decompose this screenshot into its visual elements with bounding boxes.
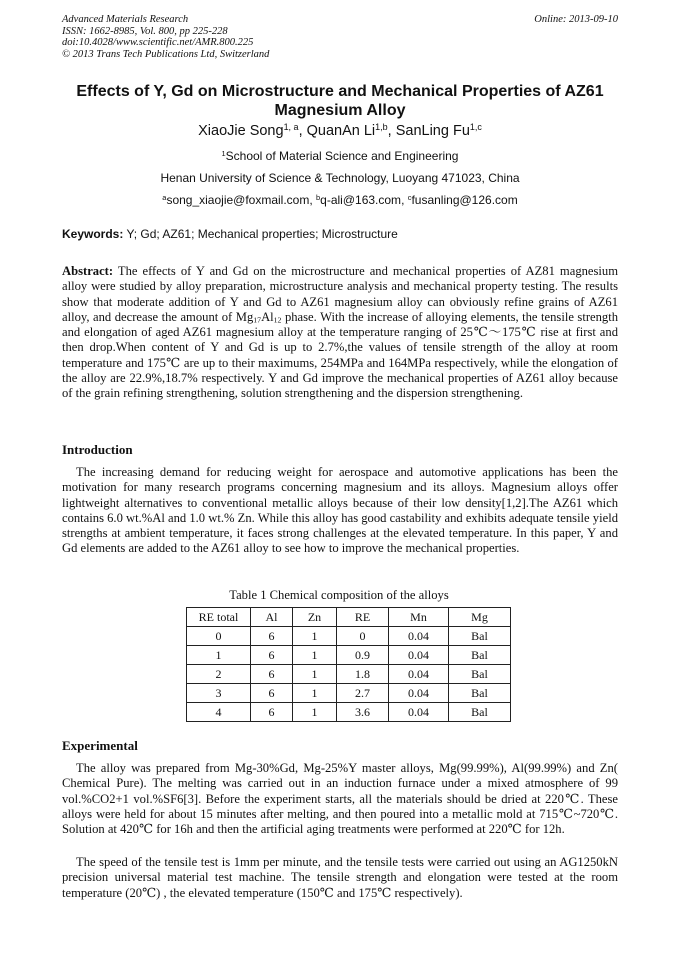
experimental-paragraph-1: The alloy was prepared from Mg-30%Gd, Mg-25%Y master alloys, Mg(99.99%), Al(99.99%) and Zn( Chemical Pure). The melting was carried out in an induction furnace under a mixed atmosphere of 99 vol.%CO2+1 vol.%SF6[3]. Before the experiment starts, all the materials should be dried at 220℃. These alloys were held for about 15 minutes after melting, and then poured into a metallic mold at 715℃~720℃. Solution at 420℃ for 16h and then the artificial aging treatments were performed at 220℃ for 12h. [62,761,618,837]
author-name: SanLing Fu [395,123,470,139]
table-cell: 6 [251,703,293,722]
table-header-cell: Mn [389,608,449,627]
table-header-cell: Al [251,608,293,627]
table-row [187,627,511,646]
table-cell: 1 [293,627,337,646]
title-line-1: Effects of Y, Gd on Microstructure and Mechanical Properties of AZ61 [76,83,604,100]
abstract-label: Abstract: [62,264,114,278]
table-cell: 0.9 [337,646,389,665]
keywords [62,227,618,241]
keywords-label: Keywords: [62,227,124,241]
running-header [62,14,618,60]
table-cell: 4 [187,703,251,722]
affiliation-line-2: Henan University of Science & Technology, Luoyang 471023, China [160,171,520,185]
table-cell: 0 [337,627,389,646]
table-cell: 1 [293,684,337,703]
table-row [187,684,511,703]
introduction-heading: Introduction [62,442,133,457]
table-cell: 2 [187,665,251,684]
online-date: Online: 2013-09-10 [534,14,618,25]
table-cell: 0.04 [389,627,449,646]
table-row [187,646,511,665]
formula-element: Al [261,309,274,324]
paper-title [60,82,620,120]
email-address: song_xiaojie@foxmail.com [166,193,310,207]
table-header-row [187,608,511,627]
table-caption: Table 1 Chemical composition of the alloys [229,588,449,602]
formula-sub: 12 [273,315,282,325]
table-cell: Bal [449,684,511,703]
email-sup: a [162,192,167,202]
author-sup: 1, a [283,122,299,133]
table-cell: Bal [449,665,511,684]
table-cell: 1 [293,665,337,684]
experimental-paragraph-2: The speed of the tensile test is 1mm per minute, and the tensile tests were carried out using an AG1250kN precision universal material test machine. The tensile strength and elongation were tested at the room temperature (20℃) , the elevated temperature (150℃ and 175℃ respectively). [62,855,618,900]
email-address: q-ali@163.com [320,193,402,207]
table-header-cell: Mg [449,608,511,627]
title-line-2: Magnesium Alloy [274,102,406,119]
copyright-line: © 2013 Trans Tech Publications Ltd, Switzerland [62,48,270,60]
introduction-paragraph: The increasing demand for reducing weight for aerospace and automotive applications has been the motivation for many research programs concerning magnesium and its alloys. Magnesium alloys offer lightweight alternatives to conventional metallic alloys because of their low density[1,2].The AZ61 which contains 6.0 wt.%Al and 1.0 wt.% Zn. While this alloy has good castability and exhibits adequate tensile yield strengths at ambient temperature, it faces strong challenges at the elevated temperature. In this paper, Y and Gd elements are added to the AZ61 alloy to see how to improve the mechanical properties. [62,465,618,556]
email-address: fusanling@126.com [411,193,518,207]
issn-line: ISSN: 1662-8985, Vol. 800, pp 225-228 [62,25,228,37]
table-cell: 0.04 [389,646,449,665]
email-sup: b [316,192,321,202]
author-sup: 1,b [375,122,388,133]
table-cell: Bal [449,703,511,722]
author-name: XiaoJie Song [198,123,284,139]
keywords-text: Y; Gd; AZ61; Mechanical properties; Microstructure [126,227,398,241]
affiliation-school: School of Material Science and Engineering [225,149,459,163]
abstract [62,264,618,402]
author-list: XiaoJie Song$^{1, a}$, QuanAn Li$^{1,b}$, SanLing Fu$^{1,c}$ [198,122,482,139]
table-cell: 0.04 [389,665,449,684]
email-sup: c [407,192,412,202]
abstract-text-2: phase. With the increase of alloying elements, the tensile strength and elongation of aged AZ61 magnesium alloy at the temperature ranging of 25℃～175℃ rise at first and then drop.When content of Y and Gd is up to 2.7%,the values of tensile strength of the alloy at room temperature and 175℃ are up to their maximums, 254MPa and 164MPa respectively, while the elongation of the alloy are 22.9%,18.7% respectively. Y and Gd improve the mechanical properties of AZ61 alloy because of the grain refining strengthening, solution strengthening and the dispersion strengthening. [62,309,618,401]
author-name: QuanAn Li [306,123,376,139]
table-cell: 6 [251,684,293,703]
table-header-cell: RE total [187,608,251,627]
doi-line: doi:10.4028/www.scientific.net/AMR.800.225 [62,37,254,48]
table-cell: 0.04 [389,703,449,722]
table-cell: 2.7 [337,684,389,703]
table-cell: 1.8 [337,665,389,684]
journal-name: Advanced Materials Research [62,14,189,25]
table-cell: 3.6 [337,703,389,722]
table-header-cell: RE [337,608,389,627]
table-row [187,703,511,722]
affiliation-sup: 1 [221,148,226,158]
composition-table [186,607,511,722]
table-cell: 0 [187,627,251,646]
table-cell: Bal [449,646,511,665]
table-cell: 0.04 [389,684,449,703]
table-row [187,665,511,684]
table-cell: 1 [187,646,251,665]
table-cell: 6 [251,646,293,665]
table-header-cell: Zn [293,608,337,627]
table-cell: 1 [293,703,337,722]
abstract-text-1: The effects of Y and Gd on the microstructure and mechanical properties of AZ81 magnesium alloy were studied by alloy preparation, microstructure analysis and mechanical property testing. The results show that moderate addition of Y and Gd to AZ61 magnesium alloy can obviously refine grains of AZ61 alloy, and decrease the amount of Mg [62,264,618,324]
email-line: $^a$song_xiaojie@foxmail.com, $^b$q-ali@163.com, $^c$fusanling@126.com [162,192,518,207]
experimental-heading: Experimental [62,738,138,753]
table-cell: 6 [251,665,293,684]
affiliation-line-1 [60,149,620,163]
table-cell: 6 [251,627,293,646]
table-cell: 1 [293,646,337,665]
formula-sub: 17 [253,315,262,325]
table-cell: Bal [449,627,511,646]
author-sup: 1,c [469,122,482,133]
table-cell: 3 [187,684,251,703]
